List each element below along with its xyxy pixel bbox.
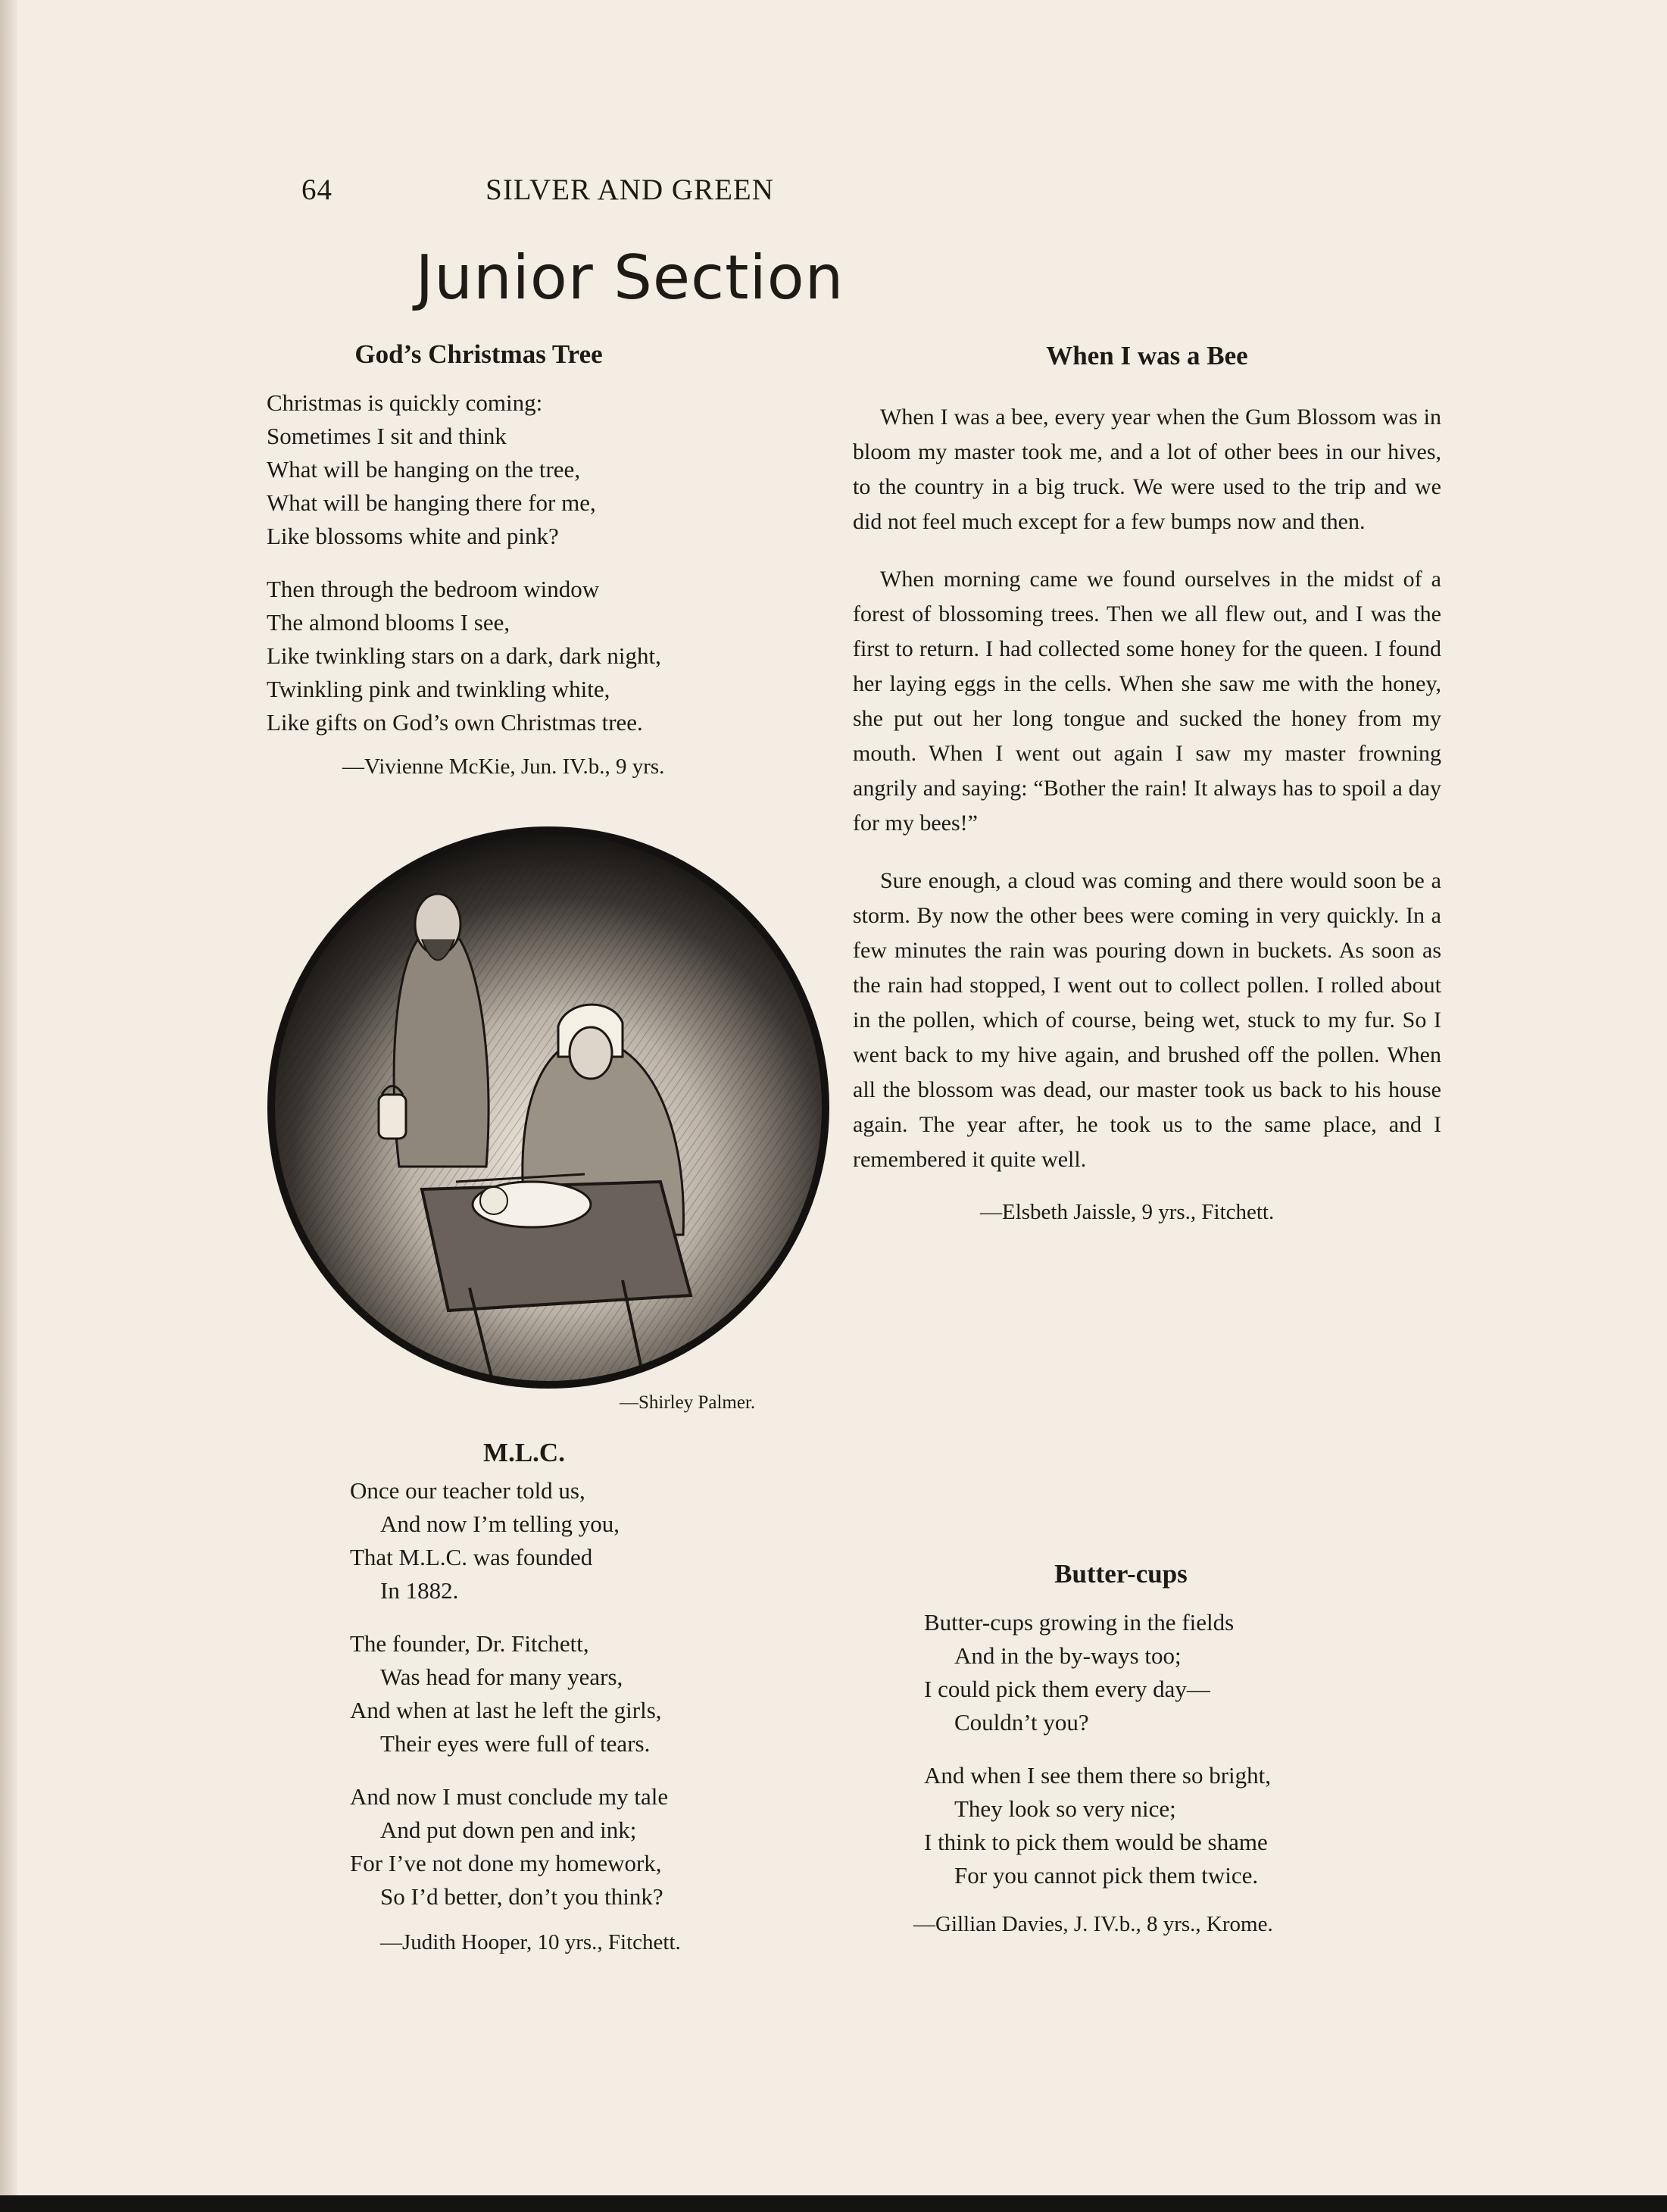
stanza: [350, 1627, 819, 1761]
poem-line: In 1882.: [380, 1577, 459, 1604]
author-credit: —Gillian Davies, J. IV.b., 8 yrs., Krome.: [913, 1912, 1273, 1936]
poem-line: And put down pen and ink;: [380, 1817, 637, 1843]
poem-line: Like twinkling stars on a dark, dark night,: [267, 642, 661, 669]
poem-line: I think to pick them would be shame: [924, 1829, 1268, 1855]
poem-line: So I’d better, don’t you think?: [380, 1883, 663, 1910]
running-title: SILVER AND GREEN: [485, 173, 774, 206]
story-title: When I was a Bee: [1046, 341, 1248, 370]
poem-line: That M.L.C. was founded: [350, 1544, 593, 1570]
poem-line: And when at last he left the girls,: [350, 1697, 662, 1723]
poem-line: Was head for many years,: [380, 1664, 623, 1690]
story-bee: [853, 341, 1441, 1225]
stanza: [267, 573, 812, 739]
poem-buttercups: [913, 1559, 1439, 1937]
poem-line: For you cannot pick them twice.: [954, 1862, 1259, 1889]
poem-line: And now I must conclude my tale: [350, 1783, 669, 1810]
poem-line: Butter-cups growing in the fields: [924, 1609, 1235, 1636]
stanza: [267, 386, 812, 553]
poem-line: What will be hanging on the tree,: [267, 456, 581, 483]
poem-line: The almond blooms I see,: [267, 609, 510, 636]
story-body: [853, 400, 1441, 1177]
nativity-illustration: [267, 826, 831, 1390]
poem-line: Once our teacher told us,: [350, 1477, 585, 1504]
poem-line: And now I’m telling you,: [380, 1511, 620, 1537]
poem-title: Butter-cups: [1054, 1559, 1188, 1589]
poem-line: Twinkling pink and twinkling white,: [267, 676, 610, 702]
poem-line: And when I see them there so bright,: [924, 1762, 1271, 1789]
poem-line: What will be hanging there for me,: [267, 489, 596, 516]
poem-title: M.L.C.: [483, 1438, 565, 1467]
illustration-credit: —Shirley Palmer.: [620, 1392, 756, 1413]
lantern: [379, 1095, 406, 1139]
poem-line: Like gifts on God’s own Christmas tree.: [267, 709, 643, 736]
poem-christmas-tree: [267, 339, 812, 780]
poem-line: Their eyes were full of tears.: [380, 1730, 651, 1757]
stanza: [924, 1759, 1439, 1892]
poem-body: [267, 386, 812, 739]
author-credit: —Judith Hooper, 10 yrs., Fitchett.: [380, 1930, 681, 1954]
author-credit: —Vivienne McKie, Jun. IV.b., 9 yrs.: [342, 755, 665, 779]
page-bottom-edge: [0, 2195, 1667, 2212]
poem-line: They look so very nice;: [954, 1795, 1176, 1822]
stanza: [350, 1474, 819, 1607]
joseph-figure: [394, 939, 489, 1167]
poem-line: Like blossoms white and pink?: [267, 523, 559, 549]
poem-line: The founder, Dr. Fitchett,: [350, 1630, 589, 1657]
poem-line: And in the by-ways too;: [954, 1642, 1182, 1669]
section-title: Junior Section: [415, 242, 844, 313]
story-paragraph: When I was a bee, every year when the Gum Blossom was in bloom my master took me, and a lot of other bees in our hives, to the country in a big truck. We were used to the trip and we did not feel much except for a few bumps now and then.: [853, 405, 1441, 534]
page-number: 64: [301, 173, 332, 206]
poem-body: [924, 1606, 1439, 1892]
stanza: [924, 1606, 1439, 1739]
poem-title: God’s Christmas Tree: [354, 339, 603, 369]
mary-head: [570, 1027, 612, 1079]
poem-body: [350, 1474, 819, 1914]
poem-line: For I’ve not done my homework,: [350, 1850, 662, 1876]
poem-line: Then through the bedroom window: [267, 576, 600, 602]
poem-line: Couldn’t you?: [954, 1709, 1089, 1736]
poem-mlc: [350, 1438, 819, 1955]
story-paragraph: Sure enough, a cloud was coming and there would soon be a storm. By now the other bees were coming in very quickly. In a few minutes the rain was pouring down in buckets. As soon as the rain had stopped, I went out to collect pollen. I rolled about in the pollen, which of course, being wet, stuck to my fur. So I went back to my hive again, and brushed off the pollen. When all the blossom was dead, our master took us back to his house again. The year after, he took us to the same place, and I remembered it quite well.: [853, 868, 1441, 1172]
story-paragraph: When morning came we found ourselves in the midst of a forest of blossoming trees. Then we all flew out, and I was the first to return. I had collected some honey for the queen. I found her laying eggs in the cells. When she saw me with the honey, she put out her long tongue and sucked the honey from my mouth. When I went out again I saw my master frowning angrily and saying: “Bother the rain! It always has to spoil a day for my bees!”: [853, 567, 1441, 836]
poem-line: Christmas is quickly coming:: [267, 389, 543, 416]
poem-line: Sometimes I sit and think: [267, 423, 507, 449]
stanza: [350, 1780, 819, 1914]
poem-line: I could pick them every day—: [924, 1676, 1210, 1702]
page-binding-edge: [0, 0, 17, 2212]
author-credit: —Elsbeth Jaissle, 9 yrs., Fitchett.: [980, 1200, 1275, 1224]
